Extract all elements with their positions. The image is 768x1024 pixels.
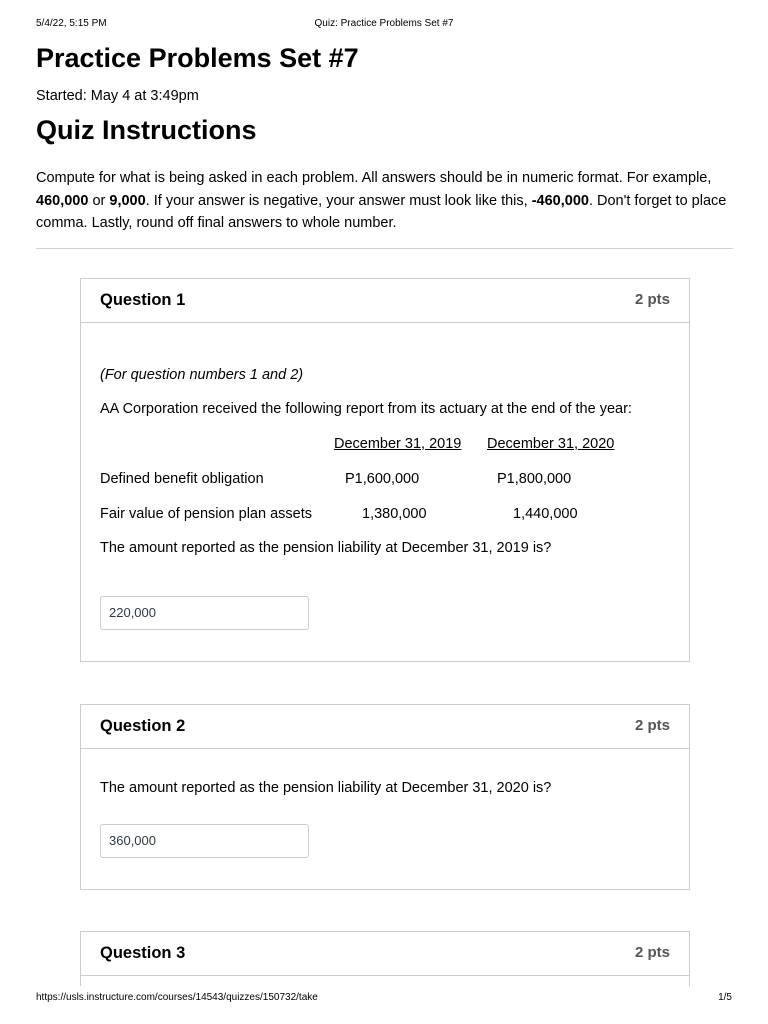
print-page-number: 1/5: [718, 992, 732, 1003]
instructions-example-3: -460,000: [531, 192, 589, 209]
question-title: Question 1: [100, 291, 186, 309]
instructions-text-part: or: [88, 192, 110, 209]
question-1: [80, 278, 690, 662]
question-2: [80, 704, 690, 890]
print-datetime: 5/4/22, 5:15 PM: [36, 18, 107, 29]
instructions-text-part: Compute for what is being asked in each problem. All answers should be in numeric format. For example,: [36, 170, 712, 186]
question-points: 2 pts: [634, 291, 670, 308]
instructions-text-part: . Don't forget to place comma. Lastly, round off final answers to whole number.: [36, 192, 727, 231]
instructions-example-1: 460,000: [36, 192, 89, 209]
instructions-text-part: . If your answer is negative, your answer must look like this,: [145, 192, 532, 209]
started-info: [36, 87, 199, 105]
print-footer: [36, 992, 732, 1006]
question-intro: AA Corporation received the following report from its actuary at the end of the year:: [100, 401, 632, 417]
started-value: May 4 at 3:49pm: [90, 88, 199, 104]
question-prompt: The amount reported as the pension liability at December 31, 2020 is?: [100, 780, 552, 796]
question-3: [80, 931, 690, 986]
question-title: Question 2: [100, 717, 186, 735]
question-header: [81, 932, 689, 976]
instructions-example-2: 9,000: [109, 192, 146, 209]
table-row-label: Fair value of pension plan assets: [100, 506, 312, 522]
answer-input[interactable]: 360,000: [100, 824, 309, 858]
table-header-2019: December 31, 2019: [334, 436, 462, 452]
question-points: 2 pts: [634, 717, 670, 734]
table-row-label: Defined benefit obligation: [100, 471, 264, 487]
table-cell: P1,600,000: [345, 471, 420, 487]
answer-input[interactable]: 220,000: [100, 596, 309, 630]
table-cell: 1,380,000: [362, 506, 427, 522]
instructions-text: [36, 167, 736, 235]
question-prompt: The amount reported as the pension liability at December 31, 2019 is?: [100, 540, 552, 556]
question-note: (For question numbers 1 and 2): [100, 367, 304, 383]
table-cell: 1,440,000: [513, 506, 578, 522]
table-cell: P1,800,000: [497, 471, 572, 487]
instructions-title: Quiz Instructions: [36, 115, 257, 145]
started-label: Started:: [36, 88, 87, 104]
question-header: [81, 279, 689, 323]
print-header: [36, 18, 732, 32]
print-doc-title: Quiz: Practice Problems Set #7: [314, 18, 454, 29]
page-title: Practice Problems Set #7: [36, 43, 359, 73]
question-points: 2 pts: [634, 944, 670, 961]
question-title: Question 3: [100, 944, 186, 962]
question-header: [81, 705, 689, 749]
table-header-2020: December 31, 2020: [487, 436, 615, 452]
print-url: https://usls.instructure.com/courses/14543/quizzes/150732/take: [36, 992, 318, 1003]
divider: [36, 248, 733, 249]
